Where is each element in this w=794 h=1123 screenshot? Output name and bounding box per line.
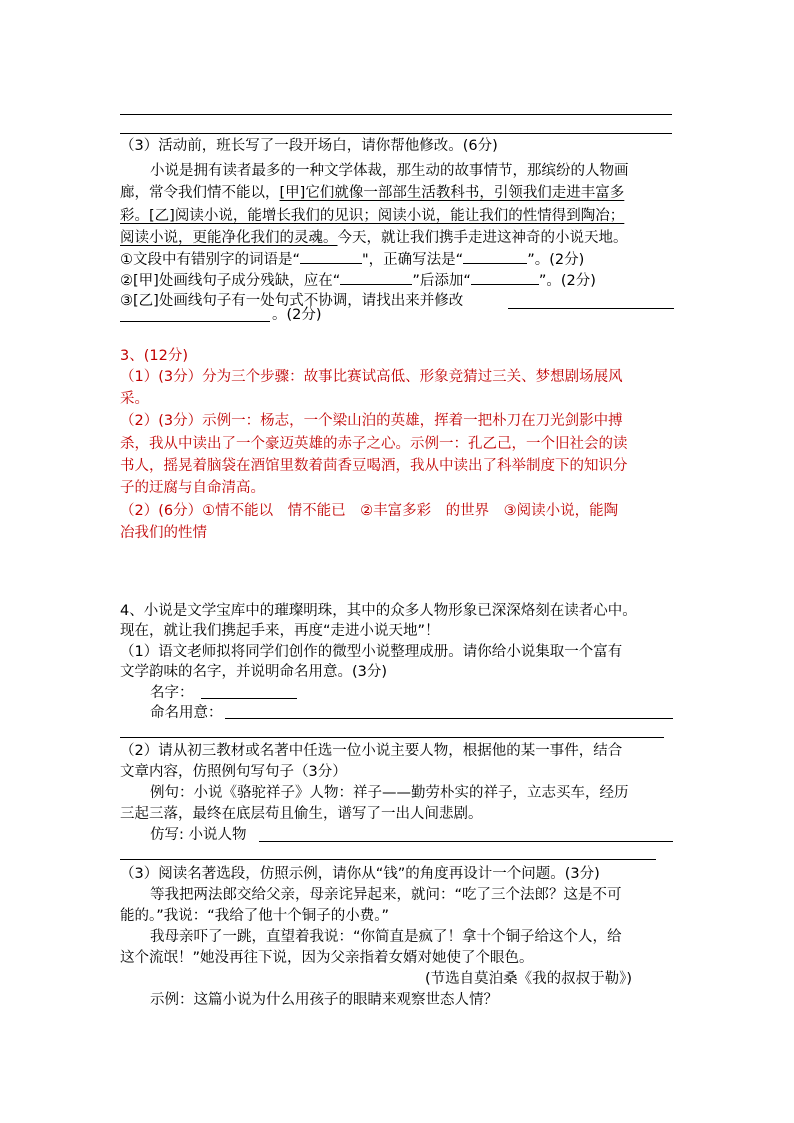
answer-3-2-line-2: 杀，我从中读出了一个豪迈英雄的赤子之心。示例一：孔乙己，一个旧社会的读 <box>120 436 628 452</box>
name-answer-line[interactable] <box>201 698 297 699</box>
passage-line-3: 彩。[乙]阅读小说，能增长我们的见识；阅读小说，能让我们的性情得到陶冶； <box>120 208 625 224</box>
passage-line-4 <box>120 228 628 248</box>
section-4-q2-line-1: （2）请从初三教材或名著中任选一位小说主要人物，根据他的某一事件，结合 <box>120 743 623 759</box>
answer-3-heading: 3、(12分) <box>120 348 188 364</box>
reason-answer-line-1[interactable] <box>225 718 673 719</box>
answer-line-q3b[interactable] <box>120 321 270 322</box>
sub-question-2: ②[甲]处画线句子成分残缺，应在“ ”后添加“ ”。(2分) <box>120 270 596 291</box>
example-question: 示例：这篇小说为什么用孩子的眼睛来观察世态人情？ <box>150 992 498 1008</box>
section-4-q3-line: （3）阅读名著选段，仿照示例，请你从“钱”的角度再设计一个问题。(3分) <box>120 866 600 882</box>
section-4-q1-line-1: （1）语文老师拟将同学们创作的微型小说整理成册。请你给小说集取一个富有 <box>120 644 623 660</box>
passage-line-2-underlined: [甲]它们就像一部部生活教科书，引领我们走进丰富多 <box>279 185 625 201</box>
example-line-2: 三起三落，最终在底层苟且偷生，谱写了一出人间悲剧。 <box>120 806 483 822</box>
example-line-1: 例句：小说《骆驼祥子》人物：祥子——勤劳朴实的祥子，立志买车，经历 <box>150 785 629 801</box>
section-4-intro-line-2: 现在，就让我们携起手来，再度“走进小说天地”！ <box>120 623 440 639</box>
name-label: 名字： <box>150 685 194 701</box>
sub-question-3-score: 。(2分) <box>272 307 322 323</box>
answer-3-2-line-3: 书人，摇晃着脑袋在酒馆里数着茴香豆喝酒，我从中读出了科举制度下的知识分 <box>120 458 628 474</box>
imitate-answer-line-1[interactable] <box>259 841 673 842</box>
excerpt-b-line-2: 这个流氓！”她没再往下说，因为父亲指着女婿对她使了个眼色。 <box>120 950 534 966</box>
answer-3-2-line-4: 子的迂腐与自命清高。 <box>120 480 265 496</box>
sub-question-1: ①文段中有错别字的词语是“ "，正确写法是“ ”。(2分) <box>120 249 584 270</box>
answer-3-3-line-2: 冶我们的性情 <box>120 525 207 541</box>
passage-line-4-underlined: 阅读小说，更能净化我们的灵魂。 <box>120 230 338 246</box>
answer-line-top-2[interactable] <box>120 133 672 134</box>
section-4-q1-line-2: 文学韵味的名字，并说明命名用意。(3分) <box>120 664 388 680</box>
excerpt-a-line-1: 等我把两法郎交给父亲，母亲诧异起来，就问：“吃了三个法郎？这是不可 <box>150 887 622 903</box>
passage-line-2-plain: 廊，常令我们情不能以， <box>120 185 280 201</box>
passage-line-4-plain: 今天，就让我们携手走进这神奇的小说天地。 <box>337 230 628 246</box>
sub-question-3: ③[乙]处画线句子有一处句式不协调，请找出来并修改 <box>120 293 464 309</box>
blank-position[interactable] <box>340 270 412 285</box>
excerpt-b-line-1: 我母亲吓了一跳，直望着我说：“你简直是疯了！拿十个铜子给这个人，给 <box>150 929 622 945</box>
section-4-q2-line-2: 文章内容，仿照例句写句子（3分） <box>120 764 347 780</box>
answer-3-1-line-2: 采。 <box>120 391 149 407</box>
answer-3-2-line-1: （2）(3分）示例一：杨志，一个梁山泊的英雄，挥着一把朴刀在刀光剑影中搏 <box>120 413 623 429</box>
section-4-intro-line-1: 4、小说是文学宝库中的璀璨明珠，其中的众多人物形象已深深烙刻在读者心中。 <box>120 603 637 619</box>
blank-addition[interactable] <box>471 270 539 285</box>
reason-answer-line-2[interactable] <box>120 737 664 738</box>
reason-label: 命名用意： <box>150 705 223 721</box>
passage-line-2 <box>120 183 624 203</box>
answer-line-top-1[interactable] <box>120 114 672 115</box>
blank-wrong-word[interactable] <box>300 249 362 264</box>
excerpt-source: (节选自莫泊桑《我的叔叔于勒》) <box>425 971 633 987</box>
blank-correct-word[interactable] <box>463 249 527 264</box>
answer-line-q3a[interactable] <box>508 308 674 309</box>
answer-3-3-line-1: （2）(6分）①情不能以 情不能已 ②丰富多彩 的世界 ③阅读小说，能陶 <box>120 503 619 519</box>
question-3-title: （3）活动前，班长写了一段开场白，请你帮他修改。(6分) <box>120 138 498 154</box>
excerpt-a-line-2: 能的。”我说：“我给了他十个铜子的小费。” <box>120 908 390 924</box>
answer-3-1-line-1: （1）(3分）分为三个步骤：故事比赛试高低、形象竞猜过三关、梦想剧场展风 <box>120 369 623 385</box>
imitate-answer-line-2[interactable] <box>120 859 656 860</box>
passage-line-1: 小说是拥有读者最多的一种文学体裁，那生动的故事情节，那缤纷的人物画 <box>150 163 629 179</box>
imitate-label: 仿写: 小说人物 <box>150 827 247 843</box>
